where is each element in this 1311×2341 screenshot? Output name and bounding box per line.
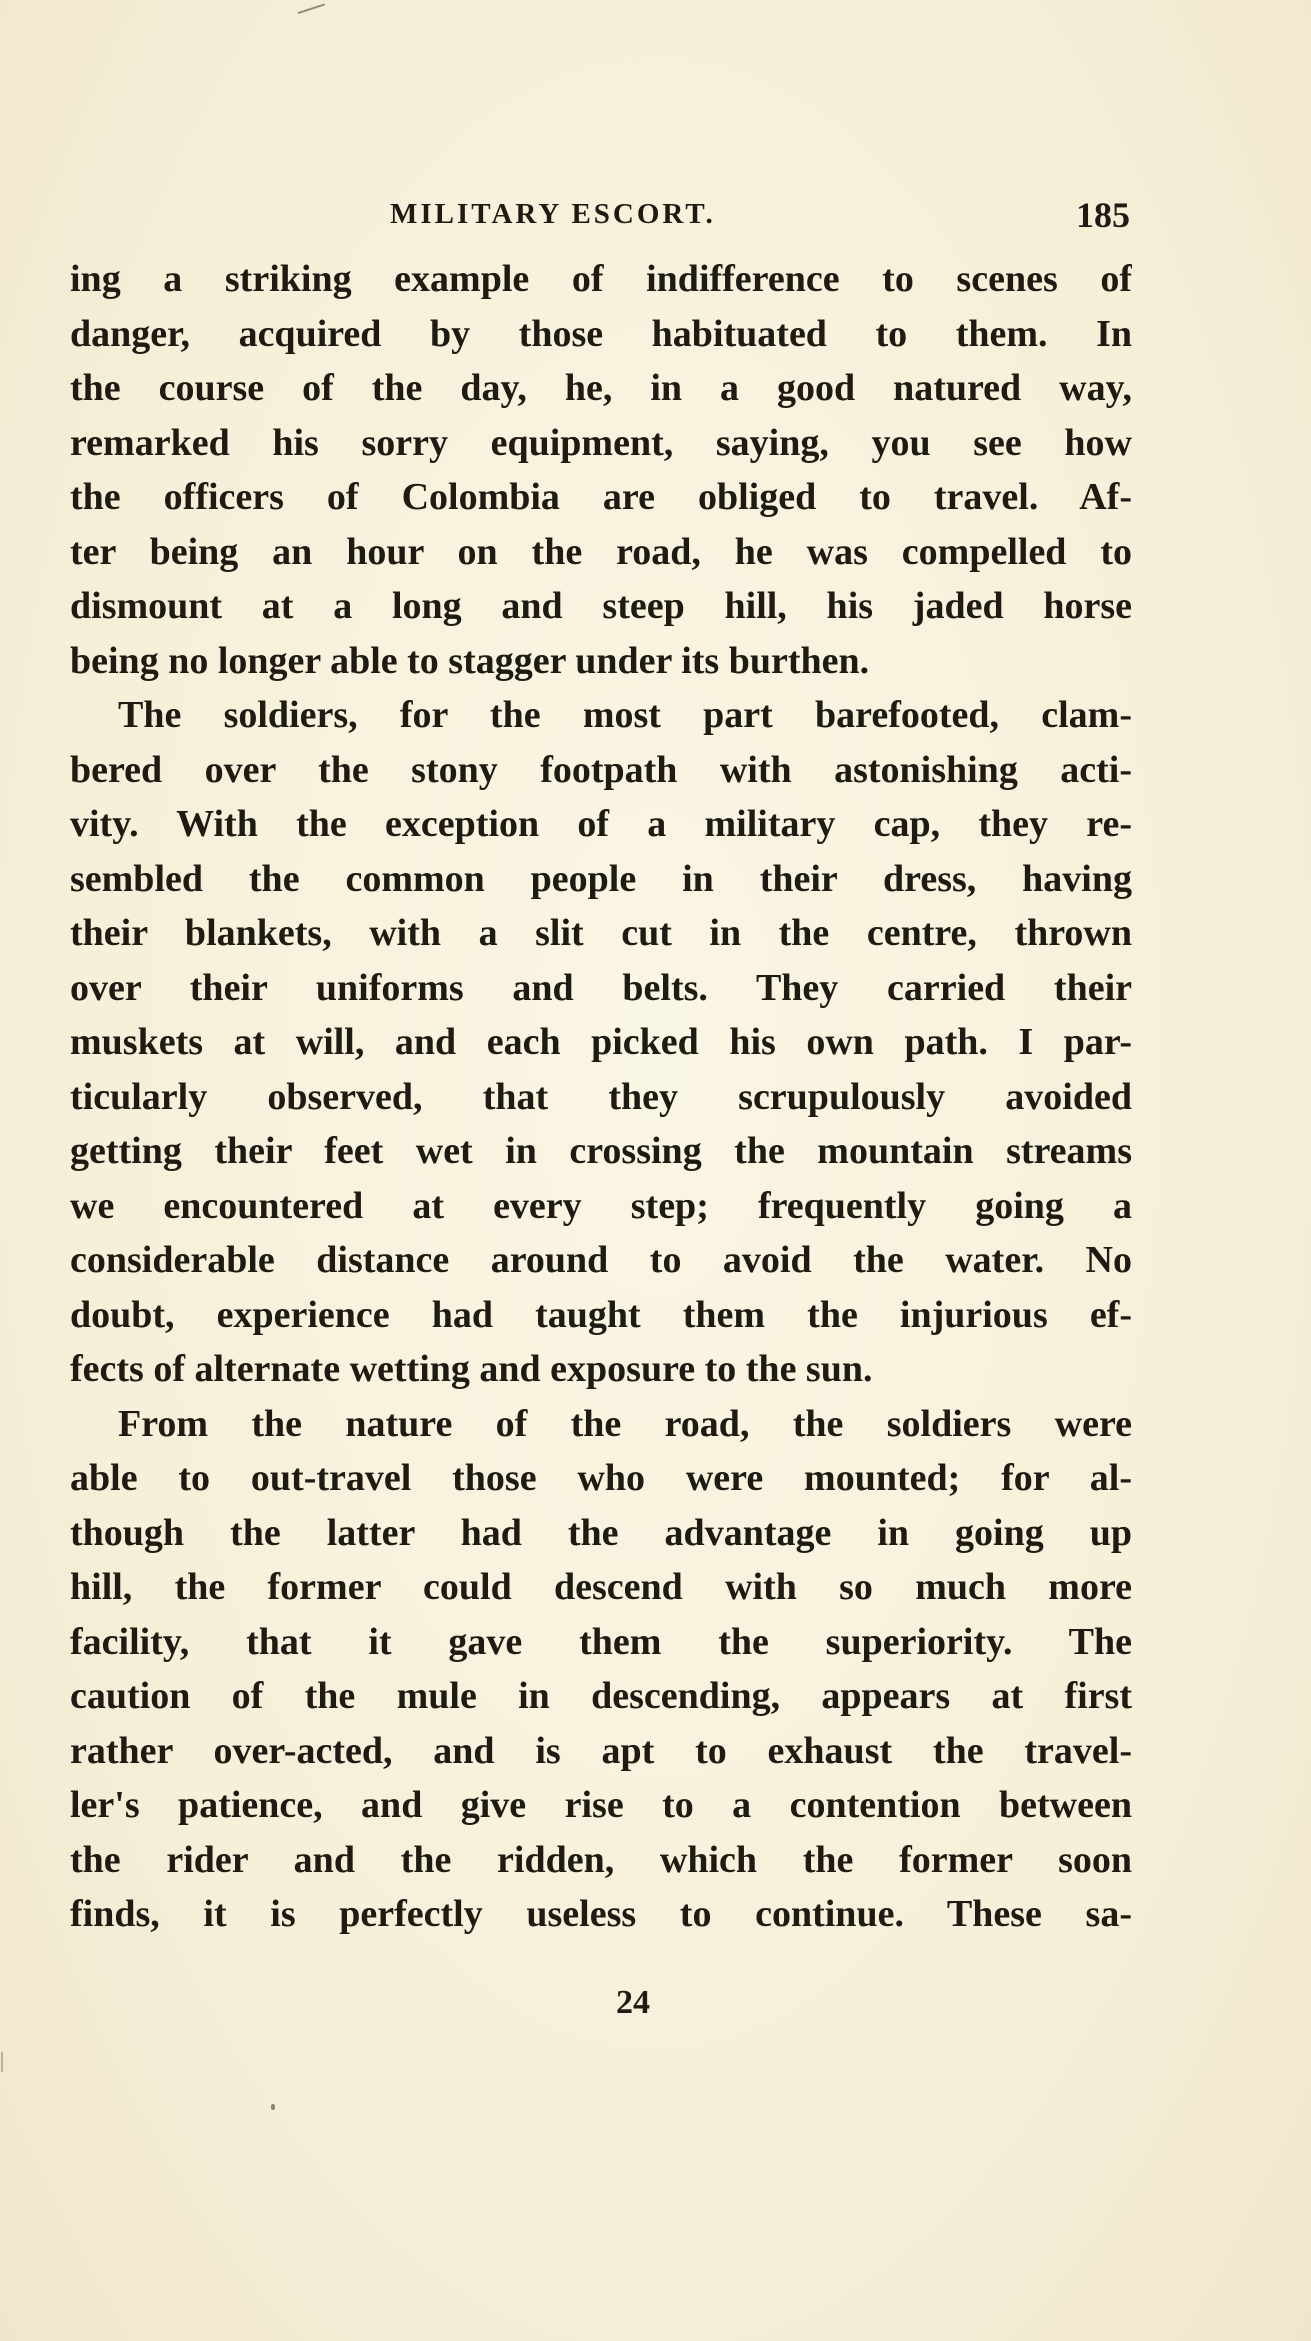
text-line: hill, the former could descend with so much more [70,1566,1132,1608]
text-line: bered over the stony footpath with astonishing acti- [70,748,1132,791]
text-line: being no longer able to stagger under its burthen. [70,639,870,682]
text-line: fects of alternate wetting and exposure to the sun. [70,1348,873,1390]
text-line: remarked his sorry equipment, saying, you see how [70,421,1132,464]
paper-edge-mark [1,2052,3,2072]
text-line: vity. With the exception of a military cap, they re- [70,803,1132,845]
text-line: dismount at a long and steep hill, his jaded horse [70,585,1132,627]
running-head [70,195,1130,238]
text-line: The soldiers, for the most part barefooted, clam- [118,694,1132,736]
text-line: finds, it is perfectly useless to continue. These sa- [70,1893,1132,1935]
text-line: we encountered at every step; frequently going a [70,1184,1132,1227]
text-line: muskets at will, and each picked his own path. I par- [70,1021,1132,1063]
text-line: ler's patience, and give rise to a contention between [70,1784,1132,1826]
print-mark [295,0,325,14]
text-line: the course of the day, he, in a good natured way, [70,367,1132,409]
text-line: able to out-travel those who were mounted; for al- [70,1457,1132,1499]
text-line: the officers of Colombia are obliged to travel. Af- [70,476,1132,518]
text-line: doubt, experience had taught them the injurious ef- [70,1293,1132,1336]
body-text [70,252,1132,1942]
text-line: the rider and the ridden, which the former soon [70,1838,1132,1881]
text-line: considerable distance around to avoid the water. No [70,1239,1132,1281]
page-number: 185 [1076,195,1130,235]
signature-mark: 24 [616,1984,650,2021]
text-line: though the latter had the advantage in going up [70,1511,1132,1554]
text-line: caution of the mule in descending, appears at first [70,1675,1132,1717]
text-line: their blankets, with a slit cut in the centre, thrown [70,912,1132,954]
text-line: ing a striking example of indifference to scenes of [70,258,1132,300]
text-line: facility, that it gave them the superiority. The [70,1620,1132,1663]
text-line: From the nature of the road, the soldiers were [118,1402,1132,1445]
text-line: ter being an hour on the road, he was compelled to [70,530,1132,573]
text-line: getting their feet wet in crossing the mountain streams [70,1130,1132,1172]
text-line: danger, acquired by those habituated to them. In [70,312,1132,355]
text-line: rather over-acted, and is apt to exhaust the travel- [70,1729,1132,1772]
text-line: sembled the common people in their dress, having [70,857,1132,900]
running-title: MILITARY ESCORT. [390,198,716,230]
text-line: over their uniforms and belts. They carried their [70,966,1132,1009]
paper-speck [271,2104,275,2110]
text-line: ticularly observed, that they scrupulously avoided [70,1075,1132,1118]
